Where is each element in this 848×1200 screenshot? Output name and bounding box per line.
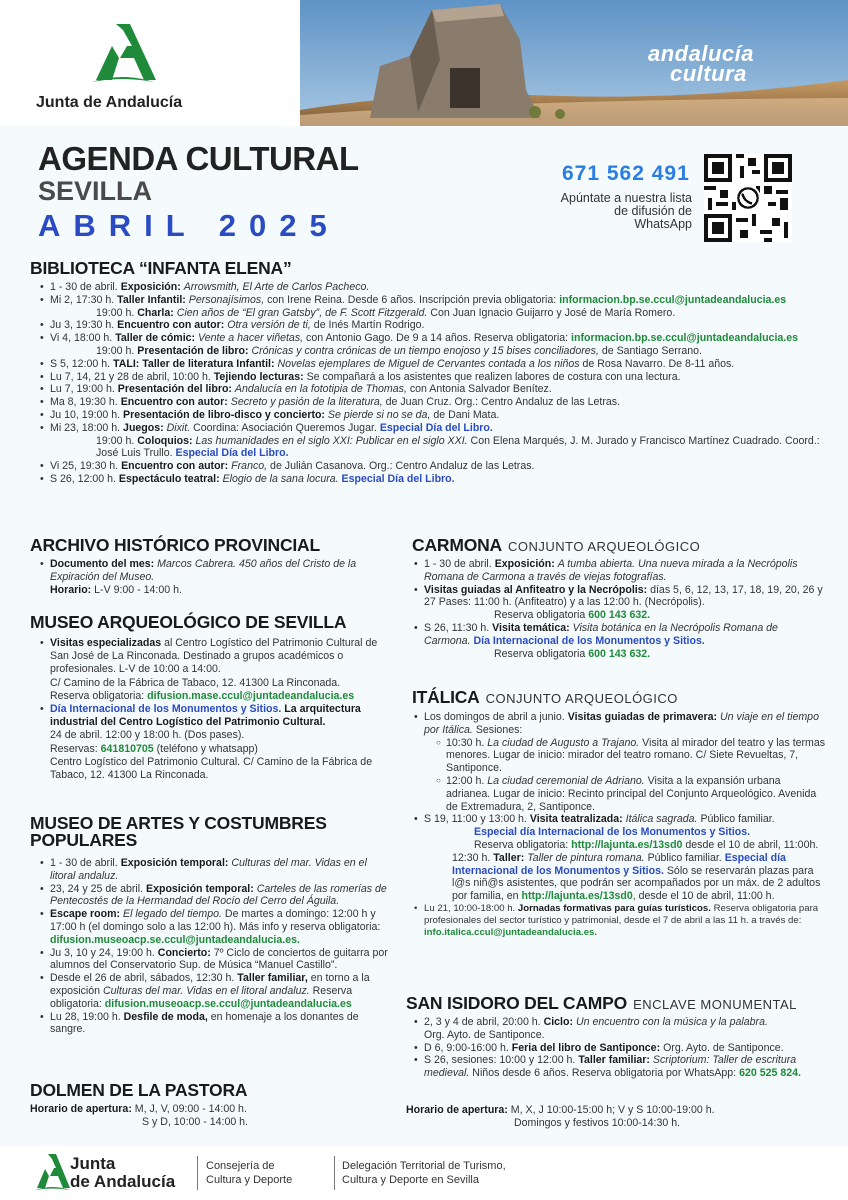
item-text: de Julián Casanova. Org.: Centro Andaluz de las Letras.: [270, 460, 535, 473]
item-title: Novelas ejemplares de Miguel de Cervantes contada a los niños: [277, 357, 580, 370]
item-text: De martes a domingo: 12:00 h y 17:00 h (el domingo solo a las 12:00 h). Más info y reserva obligatoria:: [50, 908, 381, 933]
item-date: Desde el 26 de abril, sábados, 12:30 h.: [50, 972, 235, 985]
phone-link[interactable]: 641810705: [100, 742, 154, 755]
item-label: Exposición temporal:: [146, 882, 254, 895]
item-text: Se compañará a los asistentes que realizen labores de costura con una lectura.: [306, 370, 681, 383]
list-item: [40, 460, 820, 473]
item-title: Elogio de la sana locura.: [222, 472, 339, 485]
list-item: [40, 857, 392, 883]
list-item: [40, 947, 392, 973]
italica-list: [414, 711, 826, 939]
archivo-title: ARCHIVO HISTÓRICO PROVINCIAL: [30, 535, 320, 555]
item-label: Encuentro con autor:: [121, 460, 229, 473]
italica-link[interactable]: http://lajunta.es/13sd0: [571, 838, 683, 851]
item-date: Ju 3, 10 y 24, 19:00 h.: [50, 946, 155, 959]
list-item: [40, 371, 820, 384]
item-label: Escape room:: [50, 908, 121, 921]
list-item: [40, 972, 392, 1010]
item-date: Ju 10, 19:00 h.: [50, 408, 121, 421]
biblioteca-list: [40, 281, 820, 486]
item-title: Andalucía en la fototipia de Thomas,: [234, 383, 407, 396]
item-label: Coloquios:: [137, 434, 193, 447]
footer-logo-text: Junta de Andalucía: [70, 1154, 176, 1191]
item-title: Franco,: [231, 460, 268, 473]
item-text: de Inés Martín Rodrigo.: [313, 319, 425, 332]
item-title: El legado del tiempo.: [123, 908, 222, 921]
list-item: • S 19, 11:00 y 13:00 h. Visita teatralizada: Itálica sagrada. Público familiar. Especial día Internacional de los Monumentos y Sitios. Reserva obligatoria: http://lajunta.es/13sd0 desde el 10 de abril, 11:00h.: [414, 813, 826, 851]
item-text: 7º Ciclo de conciertos de guitarra por alumnos del Conservatorio Sup. de Música “Manuel Castillo”.: [50, 946, 388, 972]
special-tag: Especial Día del Libro.: [379, 421, 493, 434]
item-label: Taller de cómic:: [115, 332, 196, 345]
item-date: Ju 3, 19:30 h.: [50, 319, 115, 332]
item-text: Reserva obligatoria:: [50, 984, 353, 1010]
item-title: Secreto y pasión de la literatura,: [230, 396, 383, 409]
isidoro-hours: Horario de apertura: M, X, J 10:00-15:00 h; V y S 10:00-19:00 h. Domingos y festivos 10:00-14:30 h.: [406, 1104, 715, 1129]
junta-logo-icon: [82, 24, 182, 86]
list-item: • 2, 3 y 4 de abril, 20:00 h. Ciclo: Un encuentro con la música y la palabra. Org. Ayto. de Santiponce.: [414, 1016, 826, 1042]
special-tag: Especial Día del Libro.: [175, 447, 289, 460]
list-item: [40, 345, 820, 358]
item-label: Taller familiar,: [237, 972, 308, 985]
item-title: Arrowsmith, El Arte de Carlos Pacheco.: [183, 281, 370, 293]
special-tag: Especial Día del Libro.: [341, 472, 455, 485]
list-item: • Visitas guiadas al Anfiteatro y la Necrópolis: días 5, 6, 12, 13, 17, 18, 19, 20, 26 y 27 Pases: 11:00 h. (Anfiteatro) y a las 12:00 h. (Necrópolis). Reserva obligatoria 600 143 632.: [414, 584, 824, 622]
item-title: Culturas del mar. Vidas en el litoral andaluz.: [103, 984, 310, 997]
list-item: [40, 422, 820, 435]
item-text: con Antonio Gago. De 9 a 14 años. Reserva obligatoria:: [306, 332, 569, 345]
item-text: en torno a la exposición: [50, 972, 370, 997]
item-title: Otra versión de ti,: [227, 319, 311, 332]
list-item: • Lu 21, 10:00-18:00 h. Jornadas formativas para guías turísticos. Reserva obligatoria para profesionales del sector turístico y patrimonial, desde el 7 de abril a las 11 h. a través de: info.italica.ccul@juntadeandalucia.es.: [414, 903, 826, 939]
item-date: Vi 25, 19:30 h.: [50, 460, 119, 473]
item-date: 19:00 h.: [96, 306, 135, 319]
list-item: [40, 307, 820, 320]
footer: [0, 1146, 848, 1200]
item-date: Mi 23, 18:00 h.: [50, 421, 121, 434]
item-label: Encuentro con autor:: [120, 396, 228, 409]
item-label: Juegos:: [123, 421, 164, 434]
item-text: con Antonia Salvador Benítez.: [409, 383, 552, 396]
item-title: Las humanidades en el siglo XXI: Publicar en el siglo XXI.: [195, 434, 468, 447]
list-item: [40, 409, 820, 422]
list-item: 12:30 h. Taller: Taller de pintura romana. Público familiar. Especial día Internacional de los Monumentos y Sitios. Sólo se reservarán plazas para l@s niñ@s asistentes, que podrán ser acompañados por un máx. de 2 adultos por familia, en http://lajunta.es/13sd0, desde el 10 de abril, 11:00 h.: [452, 851, 821, 903]
item-text: de Dani Mata.: [433, 408, 500, 421]
title-city: SEVILLA: [38, 176, 153, 206]
carmona-list: [414, 558, 824, 660]
list-item: • Día Internacional de los Monumentos y Sitios. La arquitectura industrial del Centro Logístico del Patrimonio Cultural. 24 de abril. 12:00 y 18:00 h. (Dos pases). Reservas: 641810705 (teléfono y whatsapp) Centro Logístico del Patrimonio Cultural. C/ Camino de la Fábrica de Tabaco, 12. 41300 La Rinconada.: [40, 703, 392, 782]
item-label: Presentación del libro:: [117, 383, 232, 396]
footer-delegacion: Delegación Territorial de Turismo, Cultura y Deporte en Sevilla: [342, 1160, 506, 1186]
list-item: [40, 883, 392, 909]
email-link[interactable]: info.italica.ccul@juntadeandalucia.es.: [424, 926, 598, 938]
list-item: [40, 435, 820, 461]
list-item: [40, 358, 820, 371]
item-label: Presentación de libro-disco y concierto:: [123, 408, 325, 421]
item-date: 1 - 30 de abril.: [50, 857, 118, 869]
list-item: [40, 281, 820, 294]
item-title: Se pierde si no se da,: [327, 408, 431, 421]
list-item: [40, 908, 392, 946]
item-title: Vente a hacer viñetas,: [198, 332, 304, 345]
item-text: Con Elena Marqués, J. M. Jurado y Francisco Martínez Cuadrado. Coord.: José Luis Trullo.: [96, 434, 820, 460]
item-date: Ma 8, 19:30 h.: [50, 396, 118, 409]
item-label: Charla:: [137, 306, 174, 319]
item-label: Encuentro con autor:: [117, 319, 225, 332]
list-item: [40, 473, 820, 486]
item-title: Dixit.: [166, 421, 191, 434]
item-label: Concierto:: [157, 946, 211, 959]
list-item: • Visitas especializadas al Centro Logístico del Patrimonio Cultural de San José de La Rinconada. Destinado a grupos académicos o profesionales. L-V de 10:00 a 14:00. C/ Camino de la Fábrica de Tabaco, 12. 41300 La Rinconada. Reserva obligatoria: difusion.mase.ccul@juntadeandalucia.es: [40, 637, 392, 703]
item-title: Crónicas y contra crónicas de un tiempo enojoso y 15 bises conciliadores,: [251, 344, 599, 357]
item-text: con Irene Reina. Desde 6 años. Inscripción previa obligatoria:: [267, 293, 557, 306]
whatsapp-phone[interactable]: 671 562 491: [562, 162, 690, 185]
item-title: Carteles de las romerías de Pentecostés de la Hermandad del Rocío del Cerro del Águila.: [50, 882, 387, 908]
brand-line1: andalucía: [648, 41, 754, 66]
item-date: Vi 4, 18:00 h.: [50, 332, 113, 345]
email-link[interactable]: difusion.museoacp.se.ccul@juntadeandalucia.es.: [50, 933, 300, 946]
item-label: Espectáculo teatral:: [118, 472, 220, 485]
item-text: Coordina: Asociación Queremos Jugar.: [193, 421, 377, 434]
email-link[interactable]: difusion.mase.ccul@juntadeandalucia.es: [147, 689, 355, 702]
list-item: • D 6, 9:00-16:00 h. Feria del libro de Santiponce: Org. Ayto. de Santiponce.: [414, 1042, 826, 1055]
list-item: [40, 319, 820, 332]
list-item: • Los domingos de abril a junio. Visitas guiadas de primavera: Un viaje en el tiempo por Itálica. Sesiones: ○ 10:30 h. La ciudad de Augusto a Trajano. Visita al mirador del teatro y las termas menores. Lugar de inicio: mirador del teatro romano. C/ Siete Revueltas, 7, Santiponce. ○ 12:00 h. La ciudad ceremonial de Adriano. Visita a la expansión urbana adrianea. Lugar de inicio: Recinto principal del Conjunto Arqueológico. Avenida de Extremadura, 2, Santiponce.: [414, 711, 826, 813]
list-item: • S 26, 11:30 h. Visita temática: Visita botánica en la Necrópolis Romana de Carmona. Día Internacional de los Monumentos y Sitios. Reserva obligatoria 600 143 632.: [414, 622, 824, 660]
email-link[interactable]: informacion.bp.se.ccul@juntadeandalucia.es: [559, 293, 787, 306]
item-label: Desfile de moda,: [123, 1010, 208, 1023]
item-title: Cien años de “El gran Gatsby”, de F. Scott Fitzgerald.: [176, 306, 428, 319]
italica-link[interactable]: http://lajunta.es/13sd0: [521, 890, 633, 903]
item-date: 19:00 h.: [96, 434, 135, 447]
item-label: TALI: Taller de literatura Infantil:: [113, 357, 275, 370]
item-label: Tejiendo lecturas:: [213, 370, 304, 383]
footer-consejeria: Consejería de Cultura y Deporte: [206, 1160, 293, 1186]
item-label: Presentación de libro:: [137, 344, 249, 357]
item-title: Personajísimos,: [188, 293, 265, 306]
archivo-list: [40, 558, 390, 596]
whatsapp-text: Apúntate a nuestra lista de difusión de WhatsApp: [560, 191, 692, 231]
divider: [334, 1156, 335, 1190]
list-item: • 1 - 30 de abril. Exposición: A tumba abierta. Una nueva mirada a la Necrópolis Romana de Carmona a través de viejas fotografías.: [414, 558, 824, 584]
item-date: Lu 28, 19:00 h.: [50, 1010, 121, 1023]
item-label: Exposición temporal:: [120, 857, 229, 869]
item-text: de Santiago Serrano.: [601, 344, 702, 357]
item-label: Taller Infantil:: [117, 293, 186, 306]
isidoro-title: SAN ISIDORO DEL CAMPO ENCLAVE MONUMENTAL: [406, 993, 797, 1013]
item-title: Culturas del mar. Vidas en el litoral andaluz.: [50, 857, 367, 882]
junta-logo: [30, 24, 210, 120]
list-item: [40, 332, 820, 345]
logo-text: Junta de Andalucía: [36, 94, 183, 111]
biblioteca-title: BIBLIOTECA “INFANTA ELENA”: [30, 258, 292, 278]
title-agenda: AGENDA CULTURAL: [38, 140, 359, 177]
item-date: S 26, 12:00 h.: [50, 472, 116, 485]
andalucia-cultura-logo: [648, 41, 754, 86]
list-item: ○ 10:30 h. La ciudad de Augusto a Trajano. Visita al mirador del teatro y las termas menores. Lugar de inicio: mirador del teatro romano. C/ Siete Revueltas, 7, Santiponce.: [436, 737, 826, 775]
item-date: S 5, 12:00 h.: [50, 357, 111, 370]
header-photo: [300, 0, 848, 126]
email-link[interactable]: difusion.museoacp.se.ccul@juntadeandalucia.es: [104, 997, 352, 1010]
item-date: Lu 7, 19:00 h.: [50, 383, 115, 396]
list-item: [40, 294, 820, 307]
qr-code-icon[interactable]: [704, 154, 792, 242]
divider: [197, 1156, 198, 1190]
item-label: Exposición:: [120, 281, 181, 293]
italica-title: ITÁLICA CONJUNTO ARQUEOLÓGICO: [412, 687, 678, 707]
item-date: Mi 2, 17:30 h.: [50, 293, 115, 306]
item-text: en homenaje a los donantes de sangre.: [50, 1010, 359, 1036]
header: [0, 0, 848, 126]
dolmen-title: DOLMEN DE LA PASTORA: [30, 1080, 248, 1100]
item-date: 23, 24 y 25 de abril.: [50, 882, 144, 895]
item-date: 1 - 30 de abril.: [50, 281, 118, 293]
list-item: ○ 12:00 h. La ciudad ceremonial de Adriano. Visita a la expansión urbana adrianea. Lugar de inicio: Recinto principal del Conjunto Arqueológico. Avenida de Extremadura, 2, Santiponce.: [436, 775, 826, 813]
list-item: • S 26, sesiones: 10:00 y 12:00 h. Taller familiar: Scriptorium: Taller de escritura medieval. Niños desde 6 años. Reserva obligatoria por WhatsApp: 620 525 824.: [414, 1054, 826, 1080]
list-item: [40, 383, 820, 396]
museo-artes-list: [40, 857, 392, 1036]
list-item: • Documento del mes: Marcos Cabrera. 450 años del Cristo de la Expiración del Museo. Horario: L-V 9:00 - 14:00 h.: [40, 558, 390, 596]
list-item: [40, 396, 820, 409]
list-item: [40, 1011, 392, 1037]
item-date: 19:00 h.: [96, 344, 135, 357]
dolmen-hours: Horario de apertura: M, J, V, 09:00 - 14:00 h. S y D, 10:00 - 14:00 h.: [30, 1103, 248, 1128]
email-link[interactable]: informacion.bp.se.ccul@juntadeandalucia.es: [571, 332, 799, 345]
isidoro-list: [414, 1016, 826, 1080]
item-date: Lu 7, 14, 21 y 28 de abril, 10:00 h.: [50, 370, 211, 383]
item-text: Con Juan Ignacio Guijarro y José de María Romero.: [430, 306, 676, 319]
brand-line2: cultura: [670, 61, 747, 86]
item-text: de Rosa Navarro. De 8-11 años.: [582, 357, 735, 370]
museo-artes-title: MUSEO DE ARTES Y COSTUMBRES POPULARES: [30, 813, 327, 850]
museo-arq-title: MUSEO ARQUEOLÓGICO DE SEVILLA: [30, 612, 347, 632]
item-text: de Juan Cruz. Org.: Centro Andaluz de las Letras.: [385, 396, 621, 409]
museo-arq-list: [40, 637, 392, 782]
title-month: ABRIL 2025: [38, 208, 340, 243]
carmona-title: CARMONA CONJUNTO ARQUEOLÓGICO: [412, 535, 701, 555]
